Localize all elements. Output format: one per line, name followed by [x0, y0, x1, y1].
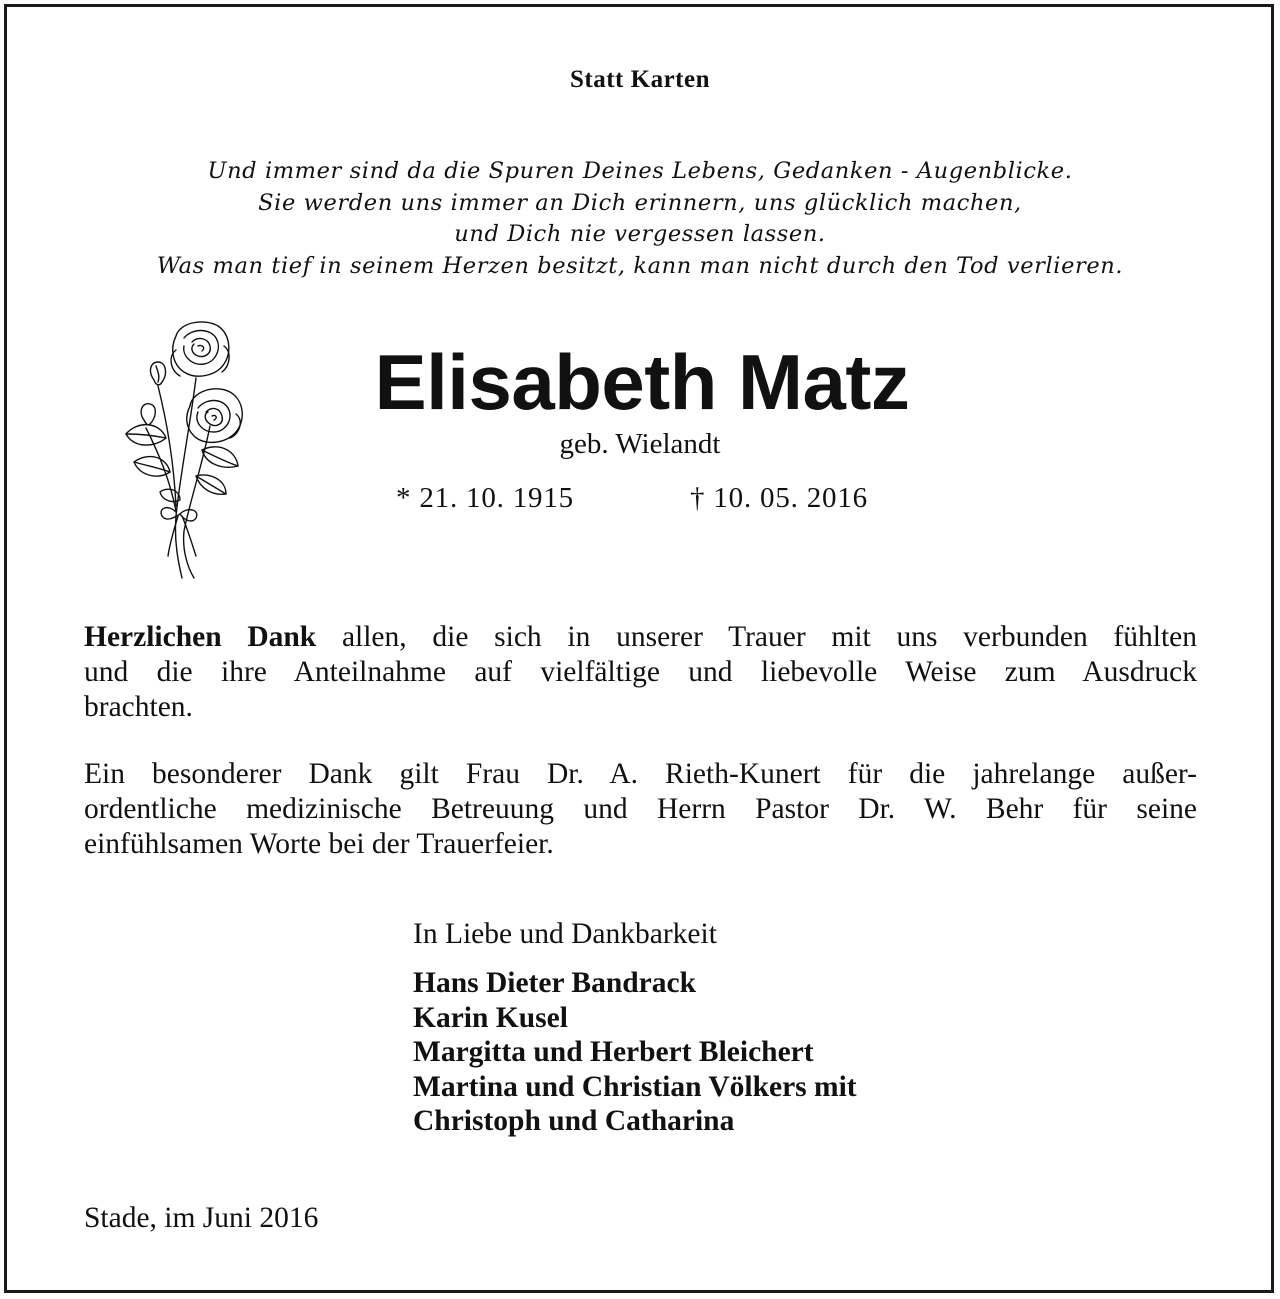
- thanks-lead: Herzlichen Dank: [84, 621, 317, 653]
- poem-line: und Dich nie vergessen lassen.: [454, 221, 826, 247]
- signer-name: Martina und Christian Völkers mit: [413, 1070, 857, 1103]
- special-thanks-line: einfühlsamen Worte bei der Trauerfeier.: [84, 828, 554, 860]
- special-thanks-paragraph: [84, 757, 1197, 862]
- thanks-paragraph: [84, 620, 1197, 725]
- special-thanks-line: Ein besonderer Dank gilt Frau Dr. A. Rieth-Kunert für die jahrelange außer-: [84, 758, 1197, 790]
- poem: [0, 156, 1280, 282]
- poem-line: Sie werden uns immer an Dich erinnern, uns glücklich machen,: [258, 189, 1022, 216]
- thanks-line: [84, 620, 1197, 655]
- birth-date: * 21. 10. 1915: [396, 482, 574, 514]
- signer-name: Hans Dieter Bandrack: [413, 967, 696, 999]
- signer-name: Christoph und Catharina: [413, 1105, 735, 1137]
- notice-heading: Statt Karten: [570, 66, 710, 93]
- special-thanks-line: ordentliche medizinische Betreuung und Herrn Pastor Dr. W. Behr für seine: [84, 793, 1197, 825]
- death-date: † 10. 05. 2016: [690, 482, 868, 514]
- poem-line: Und immer sind da die Spuren Deines Lebens, Gedanken - Augenblicke.: [207, 158, 1073, 184]
- signer-name: Margitta und Herbert Bleichert: [413, 1036, 814, 1068]
- thanks-line-rest: allen, die sich in unserer Trauer mit uns verbunden fühlten: [316, 621, 1197, 653]
- thanks-line: und die ihre Anteilnahme auf vielfältige und liebevolle Weise zum Ausdruck: [84, 656, 1197, 688]
- maiden-name: geb. Wielandt: [559, 428, 721, 460]
- rose-bouquet-icon: [118, 316, 252, 582]
- signers-list: [413, 966, 857, 1139]
- place-and-date: Stade, im Juni 2016: [84, 1202, 319, 1234]
- thanks-line: brachten.: [84, 691, 193, 723]
- deceased-name: Elisabeth Matz: [374, 338, 910, 426]
- signer-name: Karin Kusel: [413, 1001, 568, 1034]
- closing-phrase: In Liebe und Dankbarkeit: [413, 918, 717, 950]
- poem-line: Was man tief in seinem Herzen besitzt, kann man nicht durch den Tod verlieren.: [156, 252, 1124, 279]
